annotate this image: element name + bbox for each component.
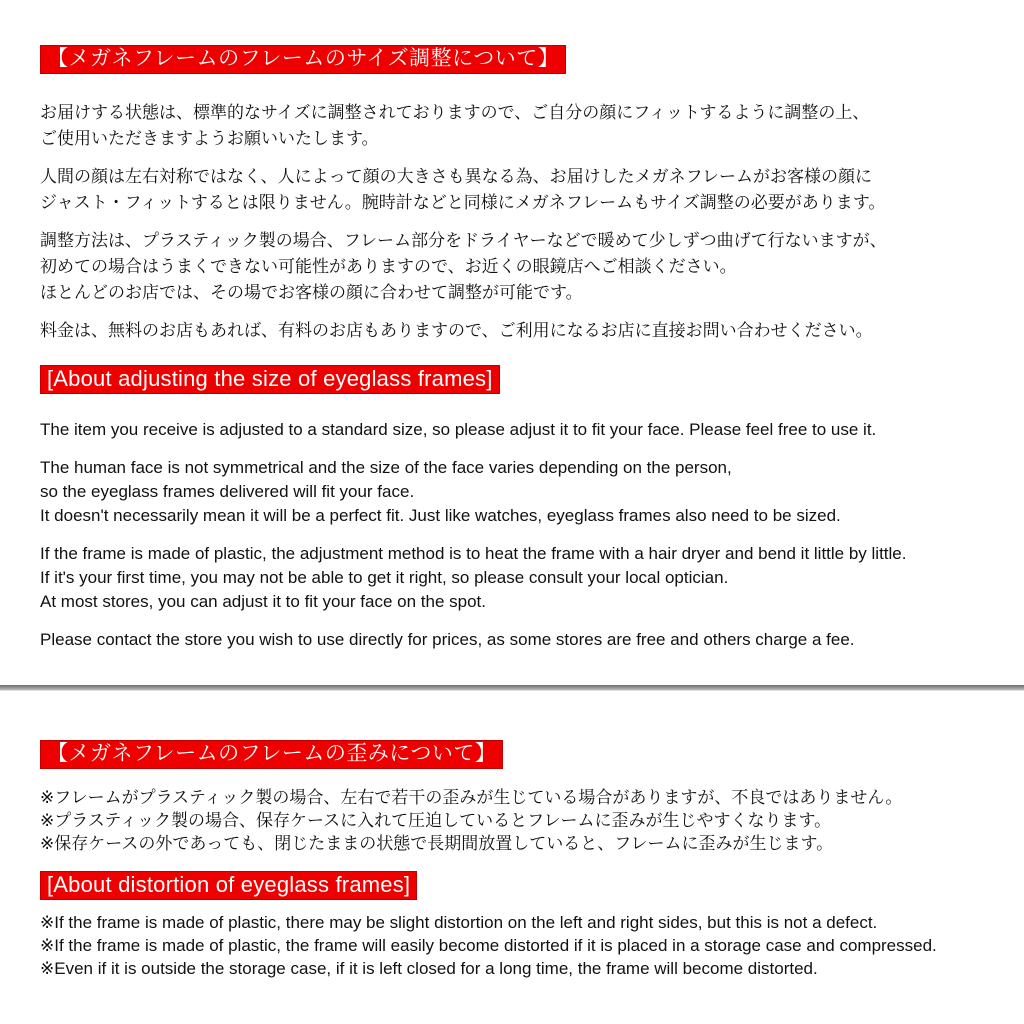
distortion-section [0, 740, 1024, 980]
section-header-distortion-en: [About distortion of eyeglass frames] [40, 871, 417, 900]
note-line: ※If the frame is made of plastic, there may be slight distortion on the left and right sides, but this is not a defect. [40, 913, 878, 932]
paragraph [40, 542, 994, 614]
paragraph [40, 164, 994, 216]
text-line: 人間の顔は左右対称ではなく、人によって顔の大きさも異なる為、お届けしたメガネフレームがお客様の顔に [40, 167, 872, 186]
note-line: ※保存ケースの外であっても、閉じたままの状態で長期間放置していると、フレームに歪みが生じます。 [40, 834, 834, 853]
text-line: お届けする状態は、標準的なサイズに調整されておりますので、ご自分の顔にフィットするように調整の上、 [40, 103, 870, 122]
text-line: 調整方法は、プラスティック製の場合、フレーム部分をドライヤーなどで暖めて少しずつ曲げて行ないますが、 [40, 231, 887, 250]
section-header-size-adjust-en: [About adjusting the size of eyeglass frames] [40, 365, 500, 394]
text-line: At most stores, you can adjust it to fit your face on the spot. [40, 592, 487, 611]
text-line: Please contact the store you wish to use directly for prices, as some stores are free and others charge a fee. [40, 630, 855, 649]
text-line: If it's your first time, you may not be able to get it right, so please consult your local optician. [40, 568, 729, 587]
paragraph [40, 318, 994, 344]
text-line: It doesn't necessarily mean it will be a perfect fit. Just like watches, eyeglass frames also need to be sized. [40, 506, 841, 525]
paragraph [40, 456, 994, 528]
note-line: ※プラスティック製の場合、保存ケースに入れて圧迫しているとフレームに歪みが生じやすくなります。 [40, 811, 832, 830]
section-body-distortion-jp [40, 786, 994, 855]
text-line: ご使用いただきますようお願いいたします。 [40, 129, 379, 148]
note-line: ※Even if it is outside the storage case, if it is left closed for a long time, the frame will become distorted. [40, 959, 818, 978]
section-header-size-adjust-jp: 【メガネフレームのフレームのサイズ調整について】 [40, 45, 566, 74]
text-line: 料金は、無料のお店もあれば、有料のお店もありますので、ご利用になるお店に直接お問い合わせください。 [40, 321, 873, 340]
text-line: The human face is not symmetrical and the size of the face varies depending on the person, [40, 458, 732, 477]
paragraph [40, 228, 994, 306]
paragraph [40, 418, 994, 442]
paragraph [40, 628, 994, 652]
paragraph [40, 100, 994, 152]
section-divider [0, 685, 1024, 691]
note-line: ※If the frame is made of plastic, the frame will easily become distorted if it is placed in a storage case and compressed. [40, 936, 937, 955]
text-line: 初めての場合はうまくできない可能性がありますので、お近くの眼鏡店へご相談ください。 [40, 257, 737, 276]
note-line: ※フレームがプラスティック製の場合、左右で若干の歪みが生じている場合がありますが、不良ではありません。 [40, 788, 903, 807]
text-line: ジャスト・フィットするとは限りません。腕時計などと同様にメガネフレームもサイズ調整の必要があります。 [40, 193, 886, 212]
text-line: The item you receive is adjusted to a standard size, so please adjust it to fit your face. Please feel free to use it. [40, 420, 877, 439]
section-header-distortion-jp: 【メガネフレームのフレームの歪みについて】 [40, 740, 503, 769]
section-body-size-adjust-en [40, 418, 994, 652]
section-body-size-adjust-jp [40, 100, 994, 344]
text-line: so the eyeglass frames delivered will fit your face. [40, 482, 415, 501]
text-line: ほとんどのお店では、その場でお客様の顔に合わせて調整が可能です。 [40, 283, 583, 302]
section-body-distortion-en [40, 911, 994, 980]
text-line: If the frame is made of plastic, the adjustment method is to heat the frame with a hair dryer and bend it little by little. [40, 544, 907, 563]
